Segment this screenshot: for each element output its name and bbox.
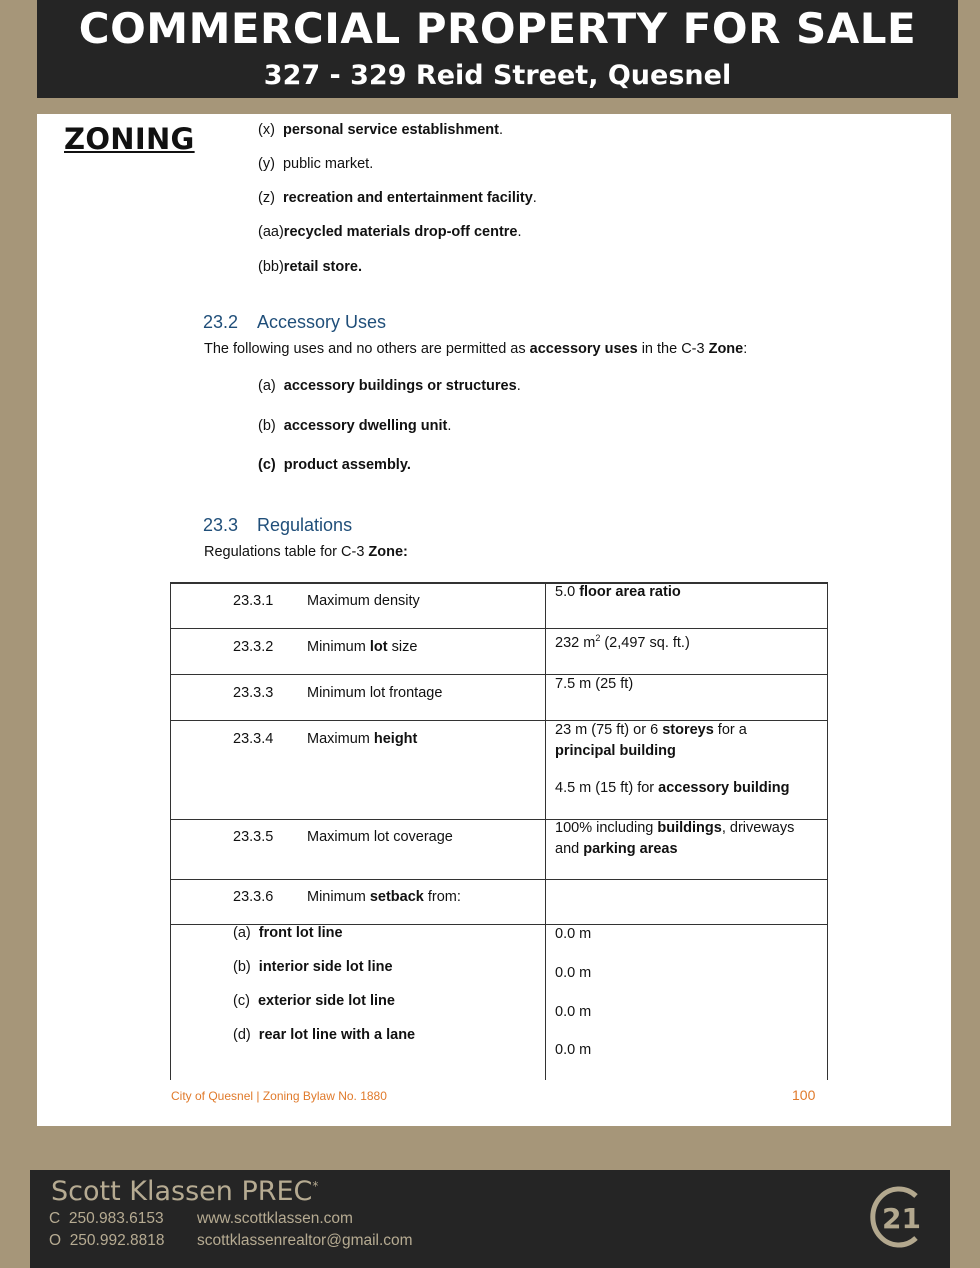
setback-item: (d) rear lot line with a lane	[233, 1027, 416, 1043]
regulations-intro: Regulations table for C-3 Zone:	[204, 544, 408, 560]
table-row-value: 7.5 m (25 ft)	[555, 676, 634, 692]
cell-phone: C 250.983.6153	[49, 1210, 164, 1227]
list-item: (a) accessory buildings or structures.	[258, 378, 521, 394]
regulations-table	[170, 582, 828, 1080]
list-item: (c) product assembly.	[258, 457, 411, 473]
section-heading-regulations: 23.3 Regulations	[203, 515, 353, 535]
email-address[interactable]: scottklassenrealtor@gmail.com	[197, 1232, 413, 1249]
svg-text:21: 21	[882, 1202, 921, 1235]
table-row-label: Minimum setback from:	[307, 889, 461, 905]
header-banner	[37, 0, 958, 98]
section-heading-accessory: 23.2 Accessory Uses	[203, 312, 387, 332]
setback-value: 0.0 m	[555, 926, 592, 942]
office-phone: O 250.992.8818	[49, 1232, 165, 1249]
setback-item: (b) interior side lot line	[233, 959, 393, 975]
table-row-value: 23 m (75 ft) or 6 storeys for a principal building	[555, 722, 747, 759]
list-item: (y) public market.	[258, 156, 374, 172]
table-row-number: 23.3.3	[233, 685, 274, 701]
table-row-number: 23.3.6	[233, 889, 274, 905]
table-row-number: 23.3.2	[233, 639, 274, 655]
website-link[interactable]: www.scottklassen.com	[197, 1210, 353, 1227]
table-row-label: Maximum lot coverage	[307, 829, 453, 845]
document-footer: City of Quesnel | Zoning Bylaw No. 1880	[171, 1089, 387, 1103]
century21-logo-icon	[868, 1182, 928, 1252]
table-row-label: Minimum lot size	[307, 639, 418, 655]
zoning-document	[37, 114, 951, 1126]
table-row-value: 232 $m^2$ (2,497 sq. ft.)	[555, 633, 690, 651]
list-item: (z) recreation and entertainment facility.	[258, 190, 537, 206]
table-row-value: 4.5 m (15 ft) for accessory building	[555, 780, 790, 796]
listing-address: 327 - 329 Reid Street, Quesnel	[263, 60, 732, 91]
listing-title: COMMERCIAL PROPERTY FOR SALE	[78, 4, 917, 53]
agent-name: Scott Klassen PREC*	[51, 1176, 319, 1207]
table-row-value: 5.0 floor area ratio	[555, 584, 681, 600]
list-item: (aa)recycled materials drop-off centre.	[258, 224, 522, 240]
table-row-label: Maximum density	[307, 593, 420, 609]
agent-footer	[30, 1170, 950, 1268]
list-item: (bb)retail store.	[258, 259, 362, 275]
table-row-value: 100% including buildings, driveways and parking areas	[555, 820, 795, 857]
table-row-label: Maximum height	[307, 731, 418, 747]
setback-value: 0.0 m	[555, 965, 592, 981]
setback-value: 0.0 m	[555, 1004, 592, 1020]
table-row-number: 23.3.4	[233, 731, 274, 747]
setback-value: 0.0 m	[555, 1042, 592, 1058]
zoning-label: ZONING	[64, 122, 195, 156]
setback-item: (c) exterior side lot line	[233, 993, 395, 1009]
table-row-label: Minimum lot frontage	[307, 685, 443, 701]
table-row-number: 23.3.5	[233, 829, 274, 845]
table-row-number: 23.3.1	[233, 593, 274, 609]
setback-item: (a) front lot line	[233, 925, 343, 941]
page-number: 100	[792, 1087, 816, 1103]
accessory-intro: The following uses and no others are permitted as accessory uses in the C-3 Zone:	[204, 341, 748, 357]
list-item: (b) accessory dwelling unit.	[258, 418, 452, 434]
list-item: (x) personal service establishment.	[258, 122, 504, 138]
